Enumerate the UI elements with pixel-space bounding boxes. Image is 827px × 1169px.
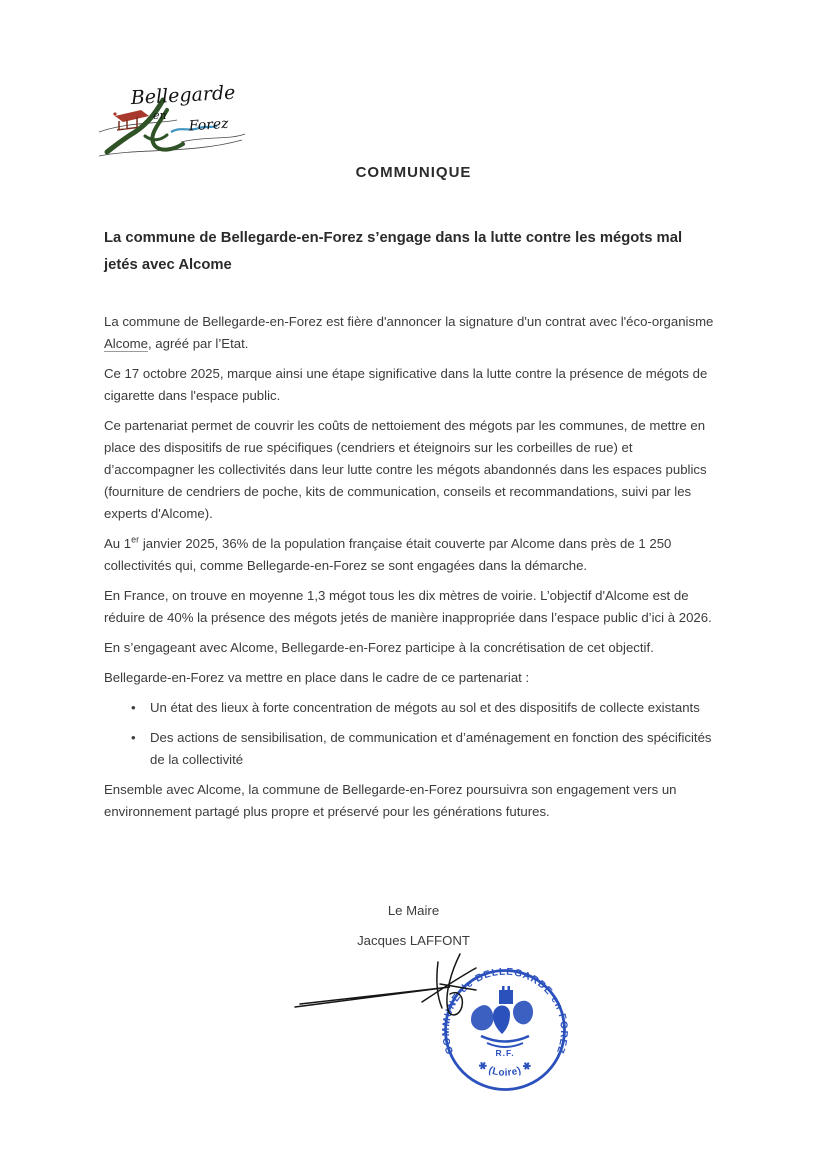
logo-red-roof: [115, 110, 149, 122]
paragraph-1: [104, 311, 724, 355]
commune-logo: [97, 80, 247, 170]
p4-text-after: janvier 2025, 36% de la population française était couverte par Alcome dans près de 1 250 collectivités qui, comme Bellegarde-en-Forez se sont engagées dans la démarche.: [104, 536, 672, 573]
paragraph-8: Ensemble avec Alcome, la commune de Bellegarde-en-Forez poursuivra son engagement vers un environnement partagé plus propre et préservé pour les générations futures.: [104, 782, 677, 819]
p4-superscript: er: [131, 534, 140, 545]
p1-text-before: La commune de Bellegarde-en-Forez est fière d'annoncer la signature d'un contrat avec l'éco-organisme: [104, 314, 714, 329]
logo-green-ribbon: [145, 135, 167, 140]
paragraph-5: En France, on trouve en moyenne 1,3 mégot tous les dix mètres de voirie. L’objectif d'Alcome est de réduire de 40% la présence des mégots jetés de manière inappropriée dans l’espace public d’ici à 2026.: [104, 588, 712, 625]
alcome-link[interactable]: Alcome: [104, 336, 148, 351]
signer-role: Le Maire: [387, 903, 440, 918]
paragraph-3: Ce partenariat permet de couvrir les coûts de nettoiement des mégots par les communes, de mettre en place des dispositifs de rue spécifiques (cendriers et éteignoirs sur les corbeilles de rue) et d’accompagner les collectivités dans leur lutte contre les mégots abandonnés dans les espaces publics (fourniture de cendriers de poche, kits de communication, conseils et recommandations, suivi par les experts d'Alcome).: [104, 418, 707, 521]
document-title: COMMUNIQUE: [355, 164, 472, 181]
body-text: [104, 311, 724, 831]
list-item: • Des actions de sensibilisation, de communication et d’aménagement en fonction des spécificités de la collectivité: [104, 727, 724, 771]
logo-hill-line: [181, 134, 245, 142]
signer-name: Jacques LAFFONT: [357, 933, 470, 948]
stamp-rf-text: R.F.: [495, 1048, 515, 1058]
list-item: • Un état des lieux à forte concentration de mégots au sol et des dispositifs de collecte existants: [104, 697, 724, 719]
logo-text-en: en: [153, 109, 167, 122]
stamp-bottom-textpath: ✱ (Loire) ✱: [475, 1059, 535, 1079]
headline: La commune de Bellegarde-en-Forez s’engage dans la lutte contre les mégots mal jetés avec Alcome: [104, 230, 683, 273]
p4-text-before: Au 1: [104, 536, 132, 551]
stamp-arc-textpath: COMMUNE de BELLEGARDE en FOREZ: [441, 966, 569, 1056]
paragraph-4: [104, 533, 724, 577]
signature-stroke: [437, 962, 442, 1008]
paragraph-7: Bellegarde-en-Forez va mettre en place dans le cadre de ce partenariat :: [104, 670, 530, 685]
stamp-emblem-base: [487, 1043, 523, 1047]
signature-block: [0, 903, 827, 949]
logo-text-bellegarde: Bellegarde: [130, 81, 236, 110]
logo-text-forez: Forez: [188, 115, 230, 135]
stamp-emblem-base: [481, 1036, 529, 1042]
stamp-bottom-text: [476, 1060, 535, 1079]
handwritten-signature: [290, 950, 525, 1028]
paragraph-2: Ce 17 octobre 2025, marque ainsi une étape significative dans la lutte contre la présence de mégots de cigarette dans l'espace public.: [104, 366, 708, 403]
paragraph-6: En s’engageant avec Alcome, Bellegarde-en-Forez participe à la concrétisation de cet objectif.: [104, 640, 654, 655]
p1-text-after: , agréé par l’Etat.: [147, 336, 249, 351]
commitment-list: [104, 697, 724, 771]
logo-roof-finial: [113, 112, 116, 115]
signature-flourish: [295, 987, 450, 1007]
